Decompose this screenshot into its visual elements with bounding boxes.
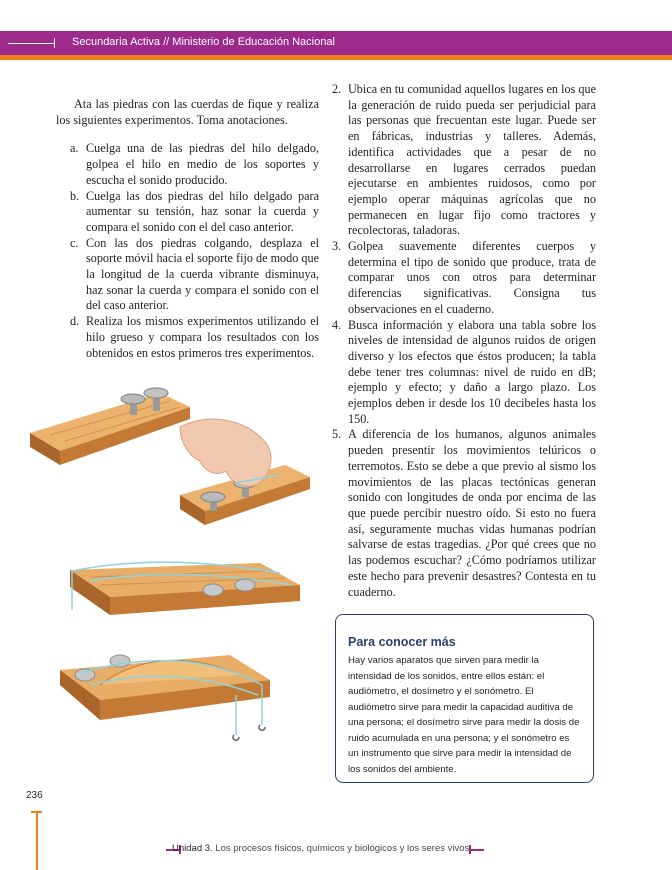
list-item [332, 427, 596, 600]
footer-rule-right [470, 849, 484, 851]
item-marker: a. [70, 141, 79, 156]
item-marker: b. [70, 188, 80, 203]
list-item [332, 82, 596, 239]
item-text: Cuelga una de las piedras del hilo delgado, golpea el hilo en medio de los soportes y escucha el sonido producido. [86, 141, 319, 187]
running-header: Secundaria Activa // Ministerio de Educación Nacional [72, 36, 335, 48]
item-marker: 4. [332, 317, 342, 332]
info-box-title: Para conocer más [348, 635, 456, 649]
footer-unit: Unidad 3. [172, 843, 213, 854]
item-text: Con las dos piedras colgando, desplaza el soporte móvil hacia el soporte fijo de modo que la longitud de la cuerda vibrante disminuya, haz sonar la cuerda y compara el sonido con el del caso anterior. [86, 235, 319, 313]
item-marker: d. [70, 314, 80, 329]
board-one [30, 388, 190, 465]
board-three [70, 562, 300, 615]
item-text: Golpea suavemente diferentes cuerpos y determina el tipo de sonido que produce, trata de comparar unos con otros para determinar diferencias significativas. Consigna tus observaciones en el cuaderno. [348, 239, 596, 316]
running-footer [172, 843, 469, 854]
experiment-illustration [30, 385, 320, 755]
left-column [56, 97, 319, 361]
right-column [332, 82, 596, 600]
list-item [56, 189, 319, 236]
header-rule [8, 43, 54, 44]
list-item [332, 239, 596, 318]
list-item [56, 141, 319, 188]
experiment-list [56, 141, 319, 361]
side-rule [36, 811, 38, 870]
board-four [60, 655, 270, 740]
board-two-with-hand [180, 419, 310, 525]
header-accent-stripe [0, 55, 672, 60]
footer-title: Los procesos físicos, químicos y biológicos y los seres vivos [215, 843, 470, 854]
page-number: 236 [26, 790, 43, 801]
list-item [332, 318, 596, 428]
wood-board-illustrations [30, 385, 320, 755]
activity-list [332, 82, 596, 600]
para-conocer-mas-box [335, 614, 594, 783]
item-marker: 5. [332, 427, 342, 442]
item-marker: 2. [332, 82, 342, 96]
item-marker: 3. [332, 239, 342, 254]
intro-paragraph: Ata las piedras con las cuerdas de fique y realiza los siguientes experimentos. Toma anotaciones. [56, 97, 319, 127]
item-marker: c. [70, 235, 79, 250]
item-text: A diferencia de los humanos, algunos animales pueden presentir los movimientos telúricos o terremotos. Esto se debe a que previo al sismo los movimientos de las placas tectónicas generan sonido con longitudes de onda por encima de las que puede percibir nuestro oído. Si esto no fuera así, seguramente muchas vidas humanas podrían salvarse de estas tragedias. ¿Por qué crees que no las podemos escuchar? ¿Cómo podríamos utilizar este hecho para prevenir desastres? Contesta en tu cuaderno. [348, 427, 596, 599]
info-box-text: Hay varios aparatos que sirven para medir la intensidad de los sonidos, entre ellos están: el audiómetro, el dosímetro y el sonómetro. El audiómetro sirve para medir la capacidad auditiva de una persona; el dosímetro sirve para medir la dosis de ruido acumulada en una persona; y el sonómetro es un instrumento que sirve para medir la intensidad de los sonidos del ambiente. [348, 655, 580, 775]
item-text: Cuelga las dos piedras del hilo delgado para aumentar su tensión, haz sonar la cuerda y compara el sonido con el del caso anterior. [86, 188, 319, 234]
list-item [56, 314, 319, 361]
item-text: Ubica en tu comunidad aquellos lugares en los que la generación de ruido pueda ser perjudicial para las personas que frecuentan este lugar. Puede ser en fábricas, industrias y talleres. Además, identifica actividades que a pesar de no desarrollarse en lugares cerrados puedan ejecutarse en ambientes ruidosos, como por ejemplo operar máquinas agrícolas que no permanecen en lugar fijo como tractores y recolectoras, taladoras. [348, 82, 596, 238]
item-text: Busca información y elabora una tabla sobre los niveles de intensidad de algunos ruidos de origen diverso y los efectos que éstos producen; la tabla debe tener tres columnas: nivel de ruido en dB; ejemplo y efecto; y daño a largo plazo. Los ejemplos deben ir desde los 10 decibeles hasta los 150. [348, 317, 596, 426]
list-item [56, 236, 319, 315]
item-text: Realiza los mismos experimentos utilizando el hilo grueso y compara los resultados con los obtenidos en estos primeros tres experimentos. [86, 314, 319, 360]
header-rule-tick [54, 38, 55, 48]
